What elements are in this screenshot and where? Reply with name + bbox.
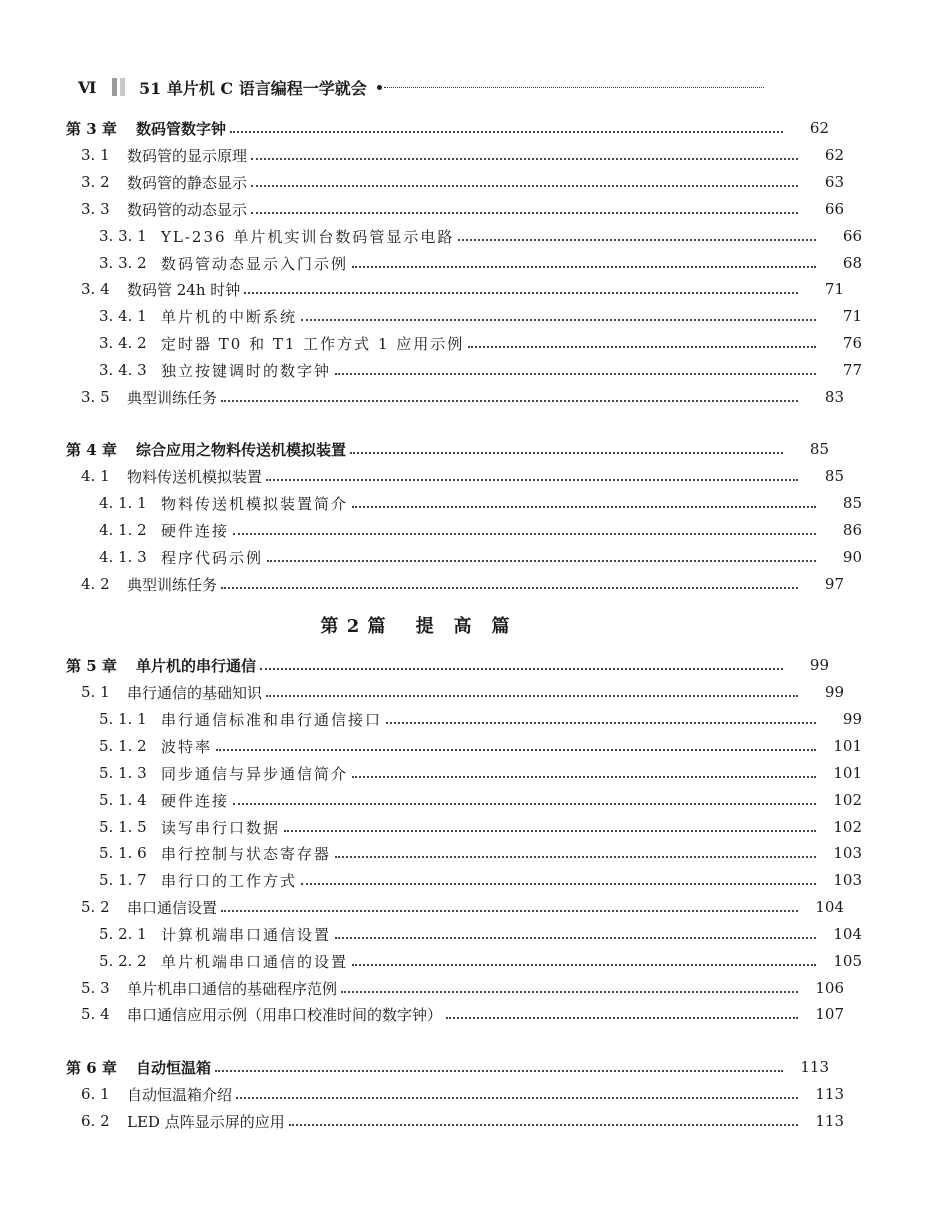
toc-entry-sec xyxy=(0,170,912,194)
toc-entry-page: 106 xyxy=(815,979,844,997)
toc-entry-sec xyxy=(0,385,912,409)
header-bullet-icon xyxy=(377,85,382,90)
toc-entry-title: 数码管的动态显示 xyxy=(127,200,248,219)
toc-entry-page: 85 xyxy=(824,467,844,485)
toc-entry-page: 83 xyxy=(824,388,844,406)
toc-entry-page: 99 xyxy=(842,710,862,728)
toc-entry-page: 71 xyxy=(842,307,862,325)
toc-leader-dots xyxy=(301,883,816,885)
toc-entry-number: 5. 1. 6 xyxy=(99,844,147,862)
toc-entry-title: 定时器 T0 和 T1 工作方式 1 应用示例 xyxy=(161,334,465,353)
toc-entry-title: 数码管动态显示入门示例 xyxy=(161,254,349,273)
toc-entry-number: 5. 4 xyxy=(81,1005,110,1023)
page-number: Ⅵ xyxy=(78,77,97,97)
running-header xyxy=(78,74,764,100)
part-label: 第 2 篇 xyxy=(320,616,387,637)
toc-leader-dots xyxy=(230,131,783,133)
toc-leader-dots xyxy=(251,212,798,214)
toc-entry-title: 单片机的中断系统 xyxy=(161,307,298,326)
toc-entry-sub xyxy=(0,815,930,839)
toc-entry-sub xyxy=(0,518,930,542)
part-heading xyxy=(0,612,831,638)
toc-entry-title: 串行通信的基础知识 xyxy=(127,683,263,702)
toc-entry-number: 3. 4. 1 xyxy=(99,307,147,325)
toc-leader-dots xyxy=(458,239,816,241)
toc-entry-page: 77 xyxy=(842,361,862,379)
toc-entry-page: 103 xyxy=(833,844,862,862)
toc-entry-title: 数码管的静态显示 xyxy=(127,173,248,192)
toc-entry-sub xyxy=(0,545,930,569)
toc-leader-dots xyxy=(446,1017,798,1019)
toc-entry-title: 自动恒温箱介绍 xyxy=(127,1085,233,1104)
toc-leader-dots xyxy=(221,587,798,589)
part-name: 提 高 篇 xyxy=(415,616,511,637)
toc-entry-sub xyxy=(0,707,930,731)
toc-entry-chap xyxy=(0,653,897,677)
toc-entry-number: 5. 1. 3 xyxy=(99,764,147,782)
toc-entry-title: 同步通信与异步通信简介 xyxy=(161,764,349,783)
toc-entry-page: 71 xyxy=(824,280,844,298)
toc-leader-dots xyxy=(386,722,816,724)
toc-entry-title: YL-236 单片机实训台数码管显示电路 xyxy=(161,227,455,246)
toc-entry-title: 硬件连接 xyxy=(161,521,230,540)
toc-entry-title: 硬件连接 xyxy=(161,791,230,810)
toc-entry-title: 串行控制与状态寄存器 xyxy=(161,844,332,863)
toc-entry-page: 99 xyxy=(809,656,829,674)
toc-entry-number: 5. 2 xyxy=(81,898,110,916)
toc-entry-title: 物料传送机模拟装置简介 xyxy=(161,494,349,513)
toc-entry-title: 计算机端串口通信设置 xyxy=(161,925,332,944)
toc-entry-title: 典型训练任务 xyxy=(127,388,218,407)
toc-entry-number: 3. 4. 2 xyxy=(99,334,147,352)
toc-entry-page: 97 xyxy=(824,575,844,593)
toc-entry-sec xyxy=(0,464,912,488)
toc-entry-title: 数码管的显示原理 xyxy=(127,146,248,165)
header-leader-line xyxy=(384,87,764,88)
toc-entry-title: 程序代码示例 xyxy=(161,548,264,567)
toc-entry-page: 104 xyxy=(815,898,844,916)
toc-entry-number: 第 6 章 xyxy=(66,1058,117,1077)
toc-entry-page: 90 xyxy=(842,548,862,566)
toc-entry-number: 3. 4 xyxy=(81,280,110,298)
toc-entry-title: 波特率 xyxy=(161,737,213,756)
toc-entry-sec xyxy=(0,572,912,596)
toc-leader-dots xyxy=(352,776,816,778)
book-title: 51 单片机 C 语言编程一学就会 xyxy=(139,78,367,98)
toc-entry-number: 3. 3 xyxy=(81,200,110,218)
toc-leader-dots xyxy=(335,373,816,375)
toc-entry-title: LED 点阵显示屏的应用 xyxy=(127,1112,285,1131)
toc-entry-sec xyxy=(0,143,912,167)
toc-entry-title: 串口通信设置 xyxy=(127,898,218,917)
toc-entry-number: 4. 1. 2 xyxy=(99,521,147,539)
toc-entry-page: 102 xyxy=(833,791,862,809)
toc-entry-title: 单片机的串行通信 xyxy=(136,656,257,675)
toc-entry-sub xyxy=(0,224,930,248)
toc-entry-page: 86 xyxy=(842,521,862,539)
toc-entry-number: 3. 3. 1 xyxy=(99,227,147,245)
toc-entry-page: 103 xyxy=(833,871,862,889)
toc-entry-page: 76 xyxy=(842,334,862,352)
toc-leader-dots xyxy=(260,668,783,670)
toc-entry-title: 单片机串口通信的基础程序范例 xyxy=(127,979,338,998)
toc-entry-number: 5. 1. 5 xyxy=(99,818,147,836)
toc-entry-number: 4. 1 xyxy=(81,467,110,485)
toc-entry-number: 5. 1. 1 xyxy=(99,710,147,728)
toc-entry-number: 5. 1 xyxy=(81,683,110,701)
toc-entry-page: 107 xyxy=(815,1005,844,1023)
toc-entry-number: 5. 1. 7 xyxy=(99,871,147,889)
toc-entry-number: 6. 2 xyxy=(81,1112,110,1130)
toc-entry-sub xyxy=(0,788,930,812)
toc-entry-title: 串口通信应用示例（用串口校准时间的数字钟） xyxy=(127,1005,443,1024)
toc-entry-title: 串行口的工作方式 xyxy=(161,871,298,890)
toc-leader-dots xyxy=(244,292,798,294)
toc-leader-dots xyxy=(468,346,816,348)
toc-entry-sec xyxy=(0,197,912,221)
toc-entry-sec xyxy=(0,277,912,301)
toc-entry-title: 物料传送机模拟装置 xyxy=(127,467,263,486)
toc-leader-dots xyxy=(251,185,798,187)
toc-entry-page: 113 xyxy=(800,1058,829,1076)
toc-entry-sec xyxy=(0,895,912,919)
toc-entry-sub xyxy=(0,841,930,865)
toc-entry-number: 4. 1. 1 xyxy=(99,494,147,512)
toc-entry-title: 单片机端串口通信的设置 xyxy=(161,952,349,971)
toc-entry-number: 4. 1. 3 xyxy=(99,548,147,566)
toc-entry-page: 85 xyxy=(842,494,862,512)
toc-entry-page: 66 xyxy=(824,200,844,218)
toc-entry-page: 113 xyxy=(815,1085,844,1103)
toc-entry-page: 68 xyxy=(842,254,862,272)
toc-entry-number: 5. 2. 2 xyxy=(99,952,147,970)
toc-entry-number: 3. 4. 3 xyxy=(99,361,147,379)
toc-entry-page: 66 xyxy=(842,227,862,245)
toc-entry-sec xyxy=(0,976,912,1000)
toc-entry-sub xyxy=(0,331,930,355)
toc-entry-sub xyxy=(0,734,930,758)
toc-entry-number: 第 5 章 xyxy=(66,656,117,675)
toc-entry-page: 99 xyxy=(824,683,844,701)
toc-entry-number: 5. 1. 4 xyxy=(99,791,147,809)
toc-leader-dots xyxy=(215,1070,783,1072)
toc-entry-sub xyxy=(0,304,930,328)
header-bar-mark xyxy=(112,78,117,96)
toc-leader-dots xyxy=(284,830,816,832)
toc-entry-number: 第 3 章 xyxy=(66,119,117,138)
toc-entry-number: 5. 1. 2 xyxy=(99,737,147,755)
toc-entry-sub xyxy=(0,761,930,785)
toc-entry-title: 自动恒温箱 xyxy=(136,1058,212,1077)
toc-entry-number: 3. 3. 2 xyxy=(99,254,147,272)
toc-entry-page: 101 xyxy=(833,764,862,782)
toc-entry-page: 62 xyxy=(824,146,844,164)
toc-entry-number: 4. 2 xyxy=(81,575,110,593)
toc-leader-dots xyxy=(221,400,798,402)
toc-leader-dots xyxy=(221,910,798,912)
toc-leader-dots xyxy=(350,452,783,454)
toc-entry-page: 102 xyxy=(833,818,862,836)
toc-entry-title: 读写串行口数据 xyxy=(161,818,281,837)
toc-entry-chap xyxy=(0,116,897,140)
toc-entry-title: 综合应用之物料传送机模拟装置 xyxy=(136,440,347,459)
toc-entry-number: 6. 1 xyxy=(81,1085,110,1103)
toc-entry-page: 105 xyxy=(833,952,862,970)
toc-entry-sec xyxy=(0,1002,912,1026)
toc-entry-number: 3. 1 xyxy=(81,146,110,164)
toc-leader-dots xyxy=(352,506,816,508)
toc-entry-sub xyxy=(0,922,930,946)
toc-leader-dots xyxy=(335,937,816,939)
toc-leader-dots xyxy=(251,158,798,160)
toc-leader-dots xyxy=(352,964,816,966)
toc-leader-dots xyxy=(335,856,816,858)
toc-entry-title: 数码管 24h 时钟 xyxy=(127,280,241,299)
header-bar-mark-light xyxy=(120,78,125,96)
toc-entry-number: 3. 5 xyxy=(81,388,110,406)
toc-entry-title: 串行通信标准和串行通信接口 xyxy=(161,710,383,729)
toc-leader-dots xyxy=(352,266,816,268)
toc-entry-page: 101 xyxy=(833,737,862,755)
toc-leader-dots xyxy=(216,749,816,751)
toc-entry-sub xyxy=(0,491,930,515)
toc-entry-sec xyxy=(0,1109,912,1133)
toc-entry-sub xyxy=(0,358,930,382)
toc-entry-page: 62 xyxy=(809,119,829,137)
toc-entry-page: 113 xyxy=(815,1112,844,1130)
toc-leader-dots xyxy=(267,560,816,562)
toc-leader-dots xyxy=(301,319,816,321)
toc-entry-page: 104 xyxy=(833,925,862,943)
toc-entry-sub xyxy=(0,251,930,275)
toc-entry-chap xyxy=(0,437,897,461)
toc-entry-title: 典型训练任务 xyxy=(127,575,218,594)
toc-leader-dots xyxy=(236,1097,798,1099)
toc-leader-dots xyxy=(266,479,798,481)
toc-entry-number: 第 4 章 xyxy=(66,440,117,459)
toc-entry-sub xyxy=(0,868,930,892)
toc-entry-number: 5. 3 xyxy=(81,979,110,997)
toc-entry-sec xyxy=(0,680,912,704)
toc-leader-dots xyxy=(233,533,816,535)
toc-entry-sub xyxy=(0,949,930,973)
toc-entry-chap xyxy=(0,1055,897,1079)
toc-entry-title: 独立按键调时的数字钟 xyxy=(161,361,332,380)
toc-leader-dots xyxy=(289,1124,798,1126)
toc-leader-dots xyxy=(341,991,798,993)
toc-leader-dots xyxy=(266,695,798,697)
toc-entry-sec xyxy=(0,1082,912,1106)
toc-leader-dots xyxy=(233,803,816,805)
toc-entry-number: 3. 2 xyxy=(81,173,110,191)
toc-entry-title: 数码管数字钟 xyxy=(136,119,227,138)
toc-entry-page: 63 xyxy=(824,173,844,191)
toc-entry-number: 5. 2. 1 xyxy=(99,925,147,943)
toc-entry-page: 85 xyxy=(809,440,829,458)
